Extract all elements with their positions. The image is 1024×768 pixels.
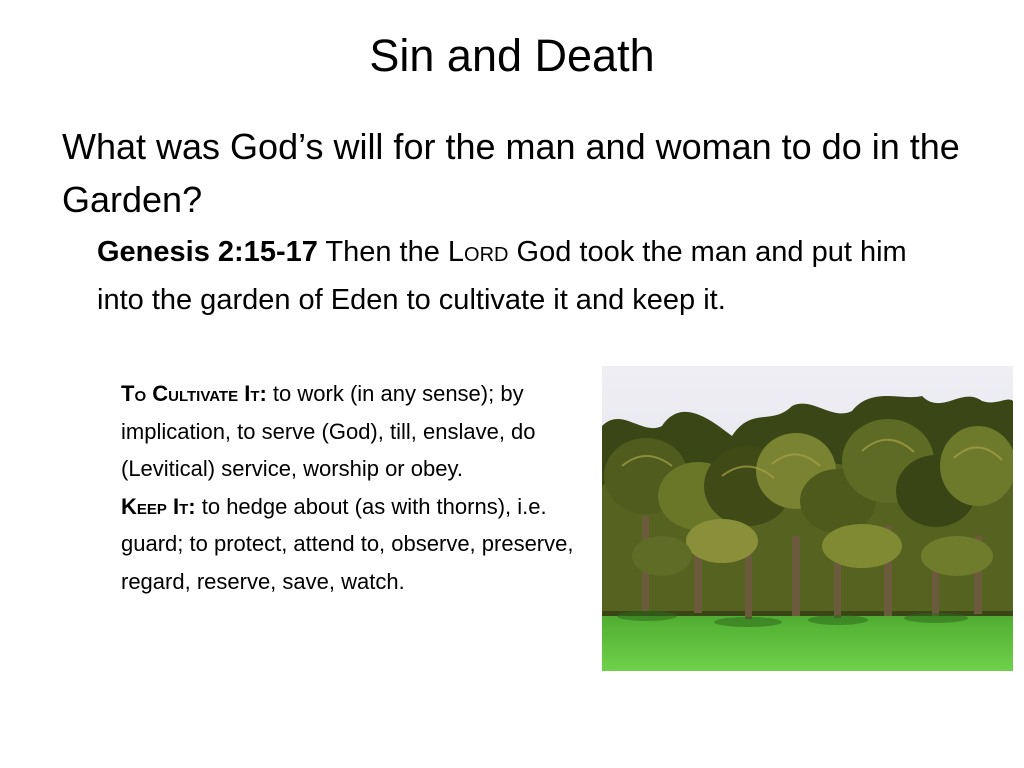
definitions: [121, 375, 609, 600]
definition-text: to work (in any sense); by implication, to serve (God), till, enslave, do (Levitical) service, worship or obey.: [121, 381, 536, 481]
definition-cultivate: [121, 375, 609, 488]
verse-reference: Genesis 2:15-17: [97, 236, 318, 268]
question-text: What was God’s will for the man and woman to do in the Garden?: [62, 126, 960, 220]
definition-term: Keep It:: [121, 493, 196, 519]
scripture-verse: [97, 228, 917, 324]
verse-text-after: God took the man and put him into the garden of Eden to cultivate it and keep it.: [97, 236, 907, 316]
verse-lord: Lord: [447, 236, 509, 268]
garden-palm-trees-image: [602, 366, 1013, 671]
definition-text: to hedge about (as with thorns), i.e. guard; to protect, attend to, observe, preserve, regard, reserve, save, watch.: [121, 493, 574, 594]
definition-keep: [121, 488, 609, 601]
definition-term: To Cultivate It:: [121, 381, 267, 406]
slide-title: Sin and Death: [369, 30, 655, 81]
verse-text-before: Then the: [317, 236, 448, 268]
